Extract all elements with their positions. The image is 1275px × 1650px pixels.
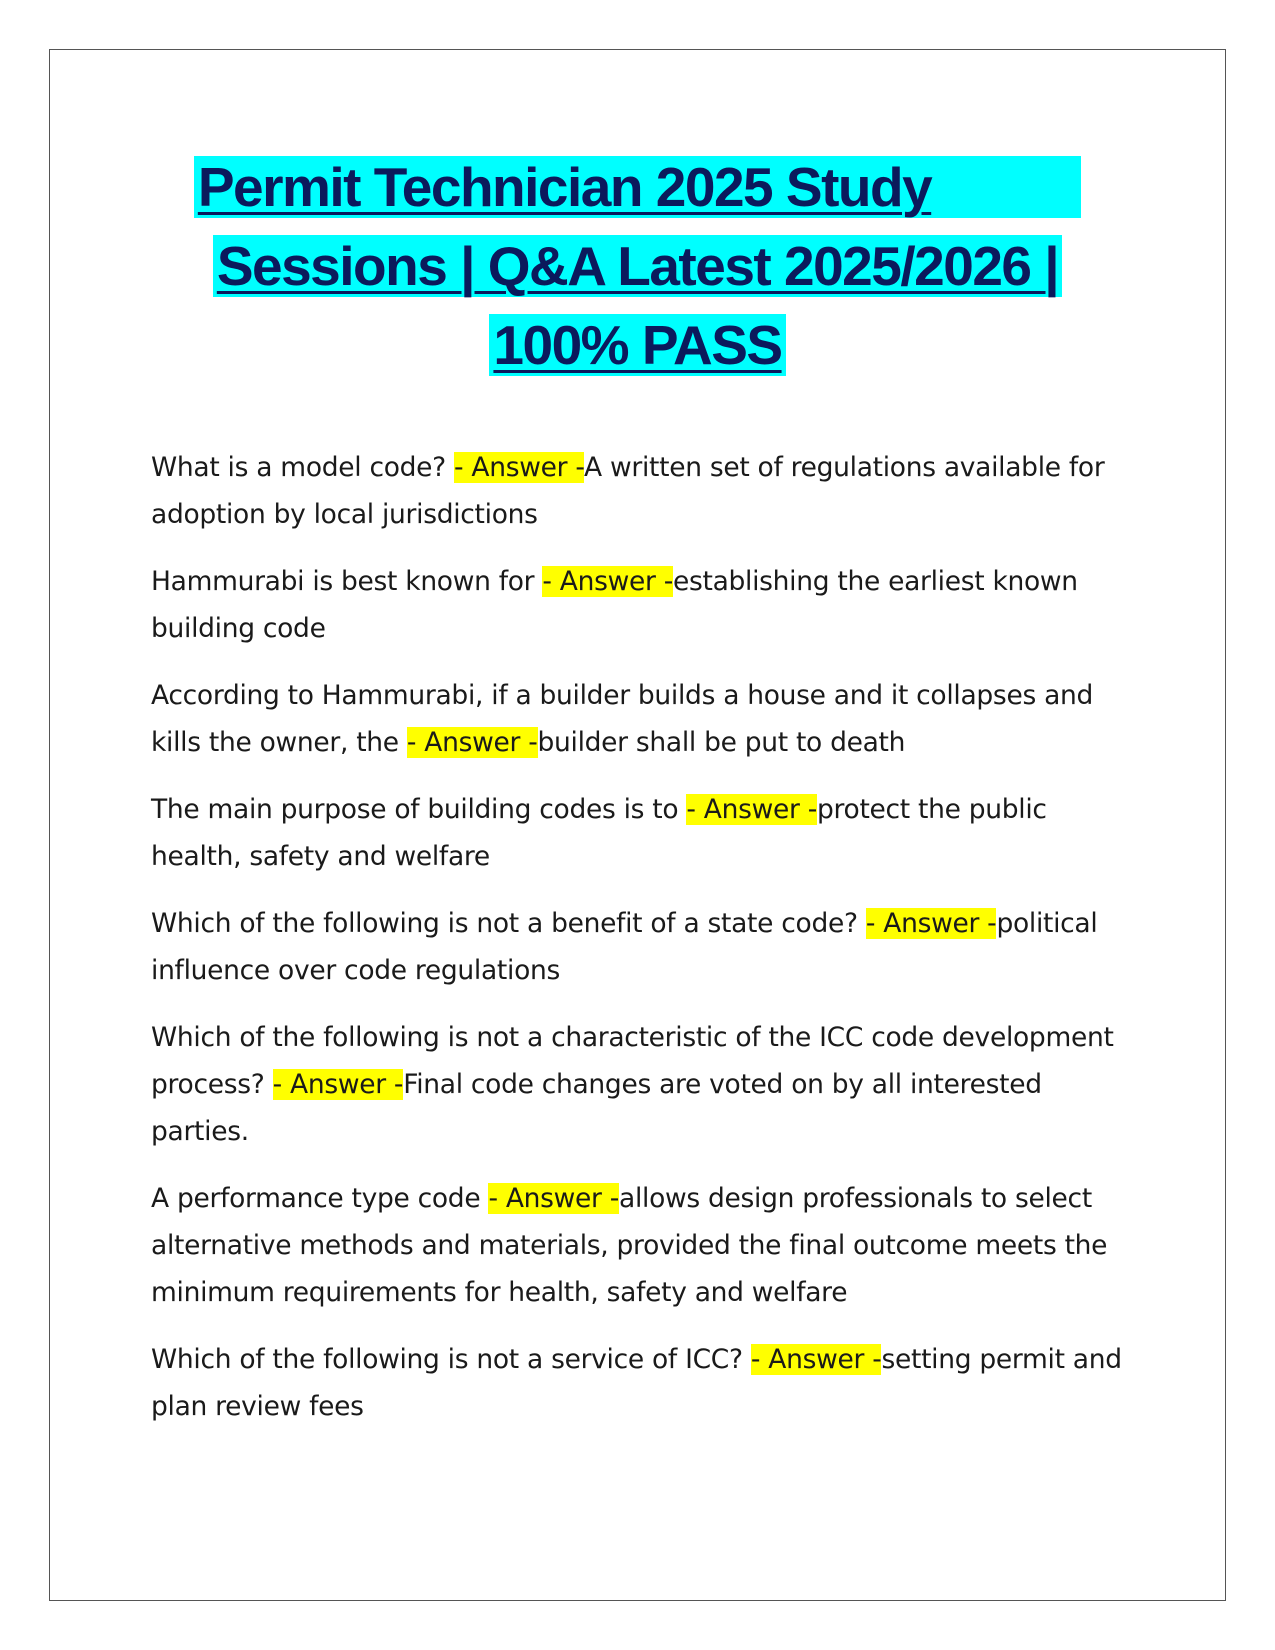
answer-marker: - Answer -	[865, 908, 997, 939]
answer-marker: - Answer -	[750, 1344, 882, 1375]
qa-item	[151, 1175, 1141, 1316]
title-line-1: Permit Technician 2025 Study	[150, 148, 1125, 227]
answer-text: setting permit and plan review fees	[151, 1344, 1122, 1422]
qa-item	[151, 900, 1141, 994]
answer-marker: - Answer -	[488, 1183, 620, 1214]
answer-text: Final code changes are voted on by all interested parties.	[151, 1069, 1042, 1147]
answer-marker: - Answer -	[542, 566, 673, 597]
qa-item	[151, 558, 1141, 652]
question-text: What is a model code?	[151, 452, 455, 483]
answer-text: A written set of regulations available for adoption by local jurisdictions	[151, 452, 1105, 530]
qa-item	[151, 1014, 1141, 1155]
qa-item	[151, 444, 1141, 538]
answer-text: protect the public health, safety and welfare	[151, 794, 1047, 872]
answer-text: allows design professionals to select alternative methods and materials, provided the final outcome meets the minimum requirements for health, safety and welfare	[151, 1183, 1108, 1308]
answer-text: political influence over code regulations	[151, 908, 1098, 986]
qa-item	[151, 1336, 1141, 1430]
answer-marker: - Answer -	[686, 794, 817, 825]
qa-item	[151, 672, 1141, 766]
question-text: A performance type code	[151, 1183, 489, 1214]
answer-marker: - Answer -	[406, 727, 538, 758]
question-text: Which of the following is not a service of ICC?	[151, 1344, 751, 1375]
answer-text: builder shall be put to death	[537, 727, 906, 758]
answer-text: establishing the earliest known building code	[151, 566, 1078, 644]
answer-marker: - Answer -	[272, 1069, 404, 1100]
qa-list	[151, 444, 1141, 1450]
qa-item	[151, 786, 1141, 880]
question-text: The main purpose of building codes is to	[151, 794, 687, 825]
question-text: Which of the following is not a benefit of a state code?	[151, 908, 866, 939]
document-title	[150, 148, 1125, 385]
answer-marker: - Answer -	[454, 452, 585, 483]
question-text: Hammurabi is best known for	[151, 566, 543, 597]
question-text: According to Hammurabi, if a builder builds a house and it collapses and kills the owner, the	[151, 680, 1094, 758]
title-line-3: 100% PASS	[150, 306, 1125, 385]
question-text: Which of the following is not a characteristic of the ICC code development process?	[151, 1022, 1114, 1100]
title-line-2: Sessions | Q&A Latest 2025/2026 |	[150, 227, 1125, 306]
